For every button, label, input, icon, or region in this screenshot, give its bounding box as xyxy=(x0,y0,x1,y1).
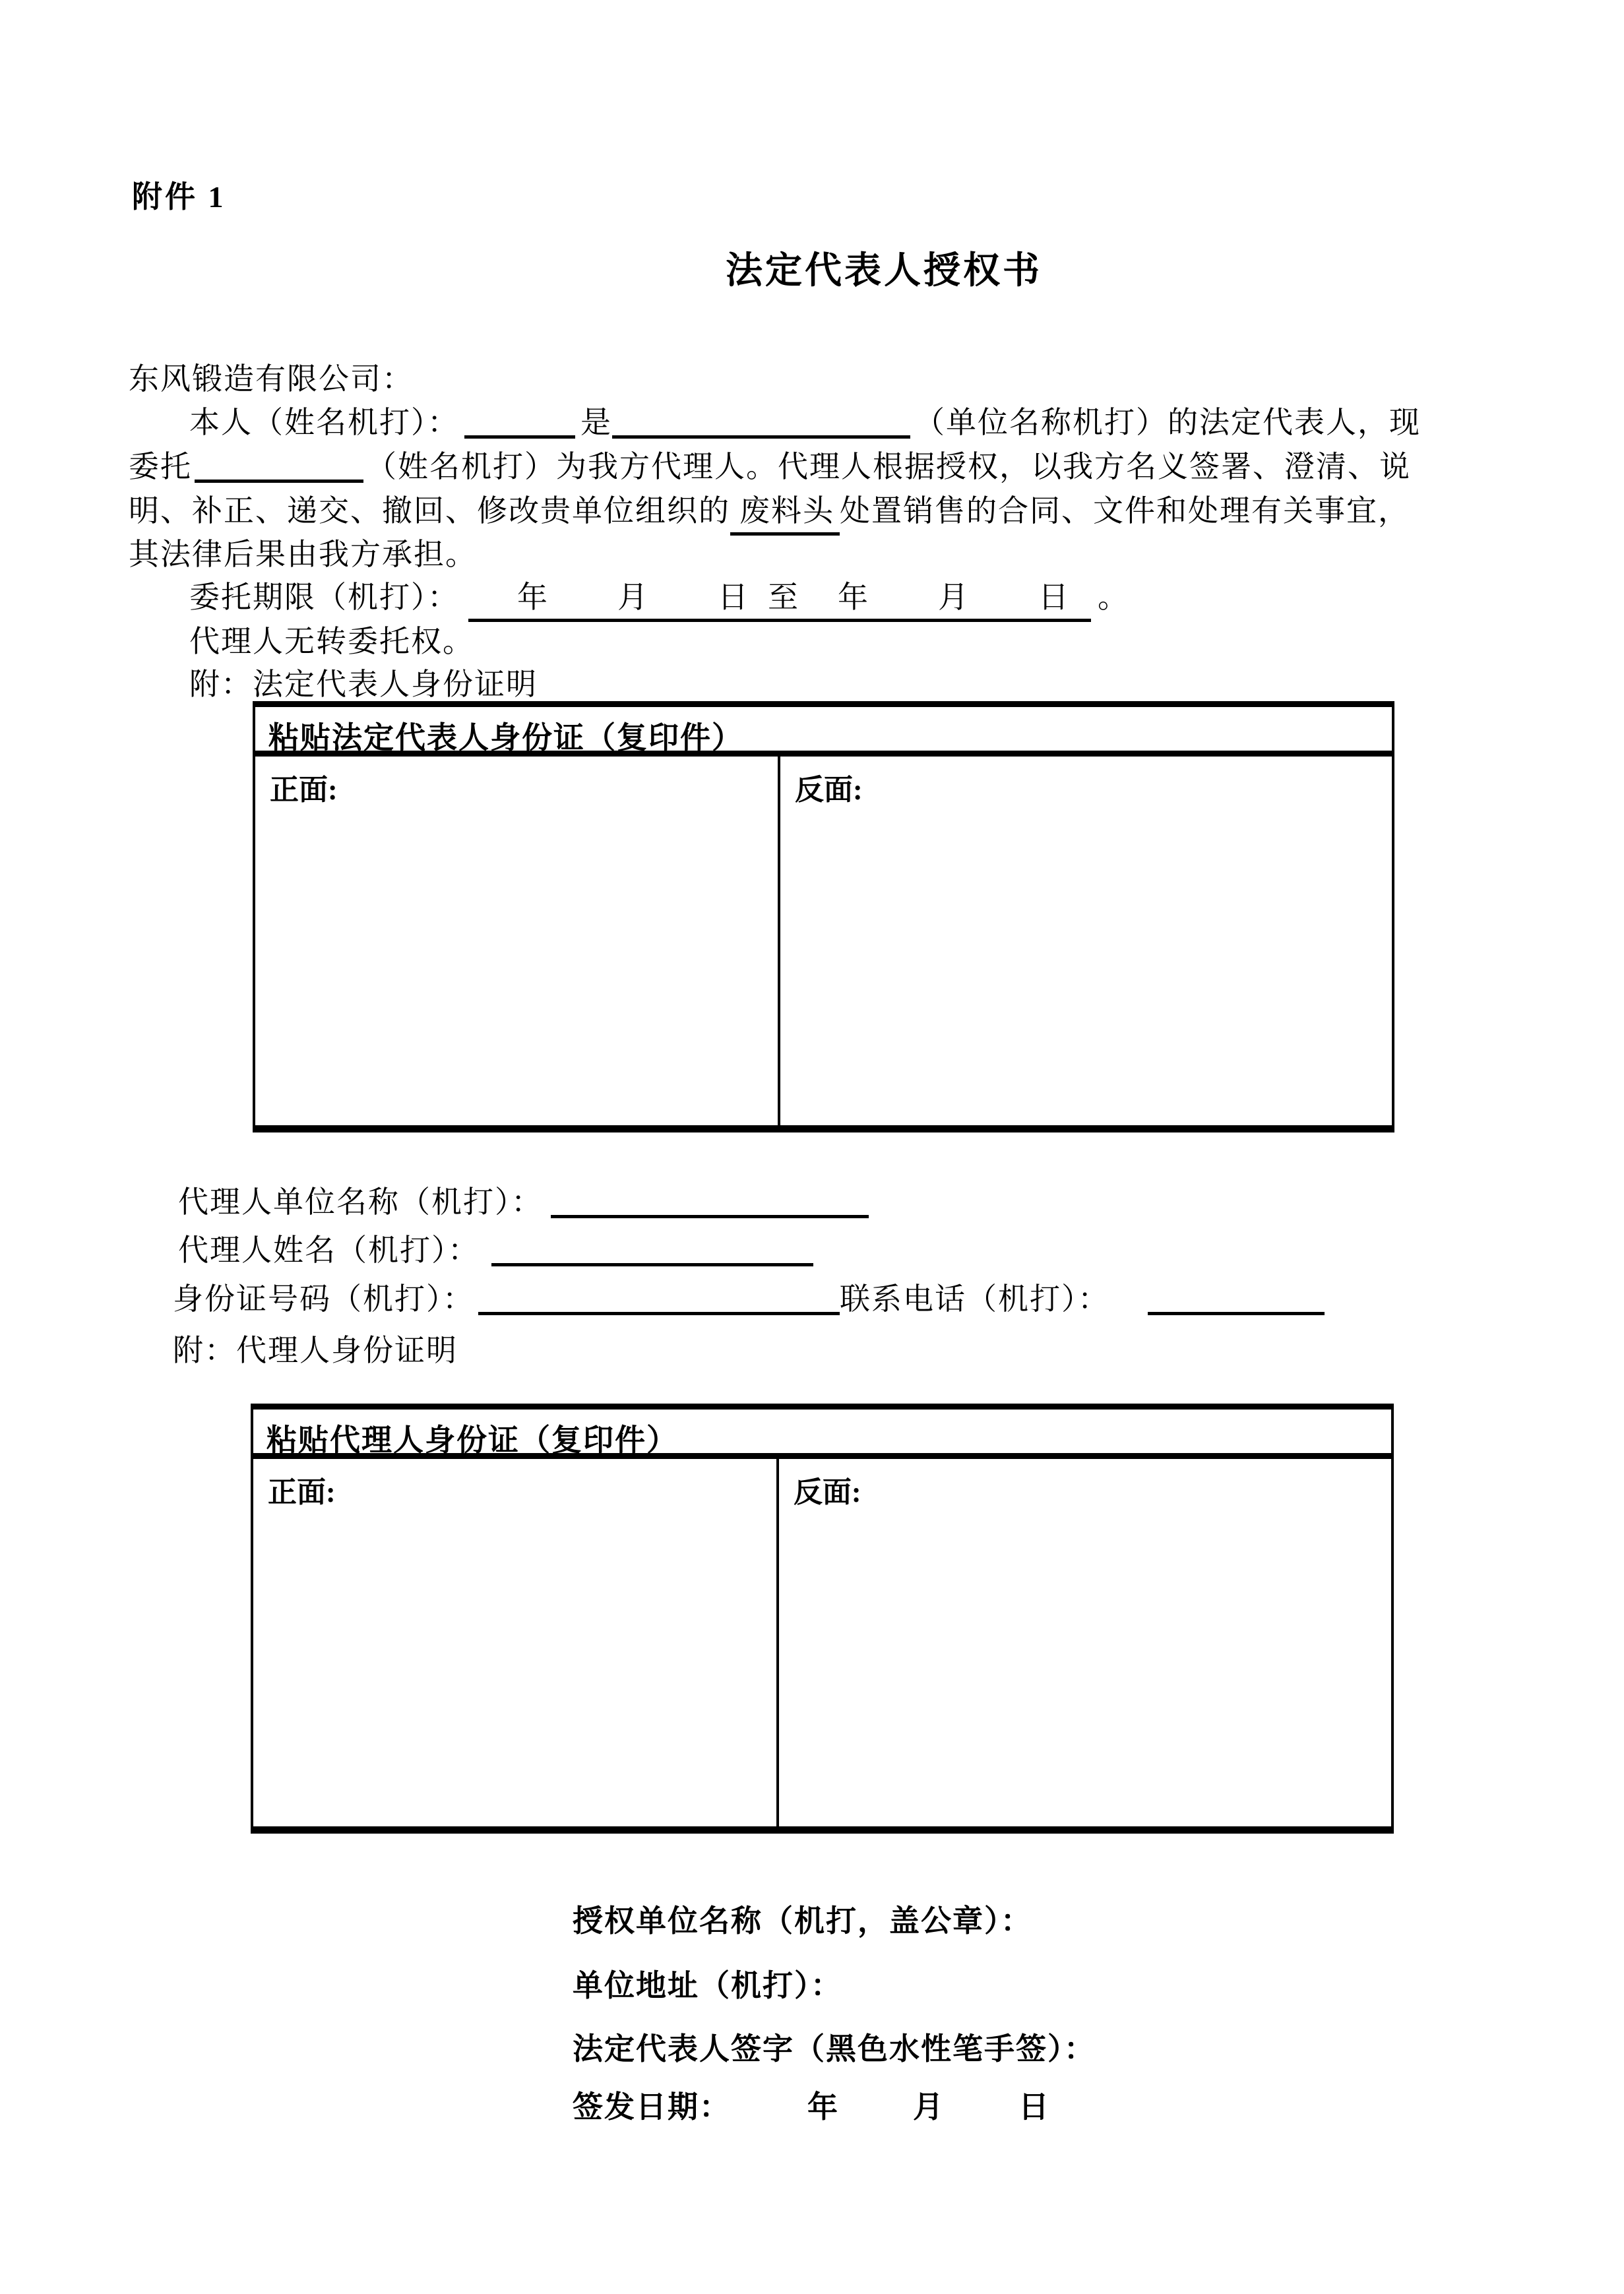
term-line xyxy=(189,573,1129,622)
agent-id-phone-line xyxy=(173,1275,1325,1318)
page-title: 法定代表人授权书 xyxy=(726,251,1042,292)
issue-date-blanks: 年 月 日 xyxy=(807,2090,1071,2124)
entrust-line xyxy=(129,443,1411,486)
agent-name-label: 代理人姓名（机打）： xyxy=(178,1233,480,1267)
issue-date-line xyxy=(573,2083,1071,2126)
term-start-blank: 年 月 日至 xyxy=(468,573,821,622)
agent-company-label: 代理人单位名称（机打）： xyxy=(178,1185,543,1219)
is-text: 是 xyxy=(580,406,612,439)
legal-rep-id-table xyxy=(253,701,1394,1132)
legal-rep-attachment-note: 附：法定代表人身份证明 xyxy=(189,667,538,701)
entrust-label: 委托 xyxy=(129,450,192,483)
agent-name-line xyxy=(178,1226,813,1270)
company-name-blank xyxy=(612,402,910,439)
term-period: 。 xyxy=(1098,580,1129,614)
agent-company-blank xyxy=(551,1182,869,1218)
issue-date-label: 签发日期： xyxy=(573,2090,731,2124)
legal-rep-id-table-header: 粘贴法定代表人身份证（复印件） xyxy=(255,707,1392,757)
agent-id-table xyxy=(251,1404,1394,1834)
scope-line-tail: 处置销售的合同、文件和处理有关事宜， xyxy=(840,494,1410,528)
id-front-label: 正面: xyxy=(270,774,338,806)
agent-id-back-label: 反面: xyxy=(793,1476,861,1508)
term-label: 委托期限（机打）： xyxy=(189,580,459,614)
id-back-label: 反面: xyxy=(795,774,863,806)
agent-id-table-header: 粘贴代理人身份证（复印件） xyxy=(253,1410,1391,1459)
id-back-cell xyxy=(780,757,1392,1125)
entrust-line-tail: （姓名机打）为我方代理人。代理人根据授权，以我方名义签署、澄清、说 xyxy=(366,450,1411,483)
agent-id-front-cell xyxy=(253,1459,779,1826)
agent-attachment-note: 附：代理人身份证明 xyxy=(173,1334,458,1367)
principal-name-label: 本人（姓名机打）： xyxy=(189,406,459,439)
salutation-line: 东风锻造有限公司： xyxy=(129,362,414,396)
agent-company-line xyxy=(178,1178,869,1222)
agent-name-blank xyxy=(195,447,363,483)
scope-line-head: 明、补正、递交、撤回、修改贵单位组织的 xyxy=(129,494,730,528)
agent-phone-label: 联系电话（机打）： xyxy=(840,1282,1109,1316)
term-end-blank: 年 月 日 xyxy=(821,573,1091,622)
legal-rep-id-table-body xyxy=(255,757,1392,1125)
legal-rep-signature-line: 法定代表人签字（黑色水性笔手签）： xyxy=(573,2032,1096,2066)
agent-id-label: 身份证号码（机打）： xyxy=(173,1282,474,1316)
agent-name-blank2 xyxy=(491,1230,813,1266)
no-subdelegation-line: 代理人无转委托权。 xyxy=(189,625,474,658)
attachment-label: 附件 1 xyxy=(132,180,226,214)
authorizing-company-line: 授权单位名称（机打，盖公章）： xyxy=(573,1904,1032,1938)
scrap-term-underlined: 废料头 xyxy=(730,487,840,536)
scope-line xyxy=(129,487,1410,536)
principal-line xyxy=(189,398,1421,442)
principal-line-tail: （单位名称机打）的法定代表人，现 xyxy=(914,406,1421,439)
id-front-cell xyxy=(255,757,780,1125)
agent-phone-blank xyxy=(1148,1279,1325,1315)
principal-name-blank xyxy=(464,402,575,439)
company-address-line: 单位地址（机打）： xyxy=(573,1969,842,2002)
agent-id-back-cell xyxy=(779,1459,1391,1826)
liability-line: 其法律后果由我方承担。 xyxy=(129,538,477,571)
agent-id-blank xyxy=(478,1279,840,1315)
agent-id-table-body xyxy=(253,1459,1391,1826)
agent-id-front-label: 正面: xyxy=(268,1476,336,1508)
